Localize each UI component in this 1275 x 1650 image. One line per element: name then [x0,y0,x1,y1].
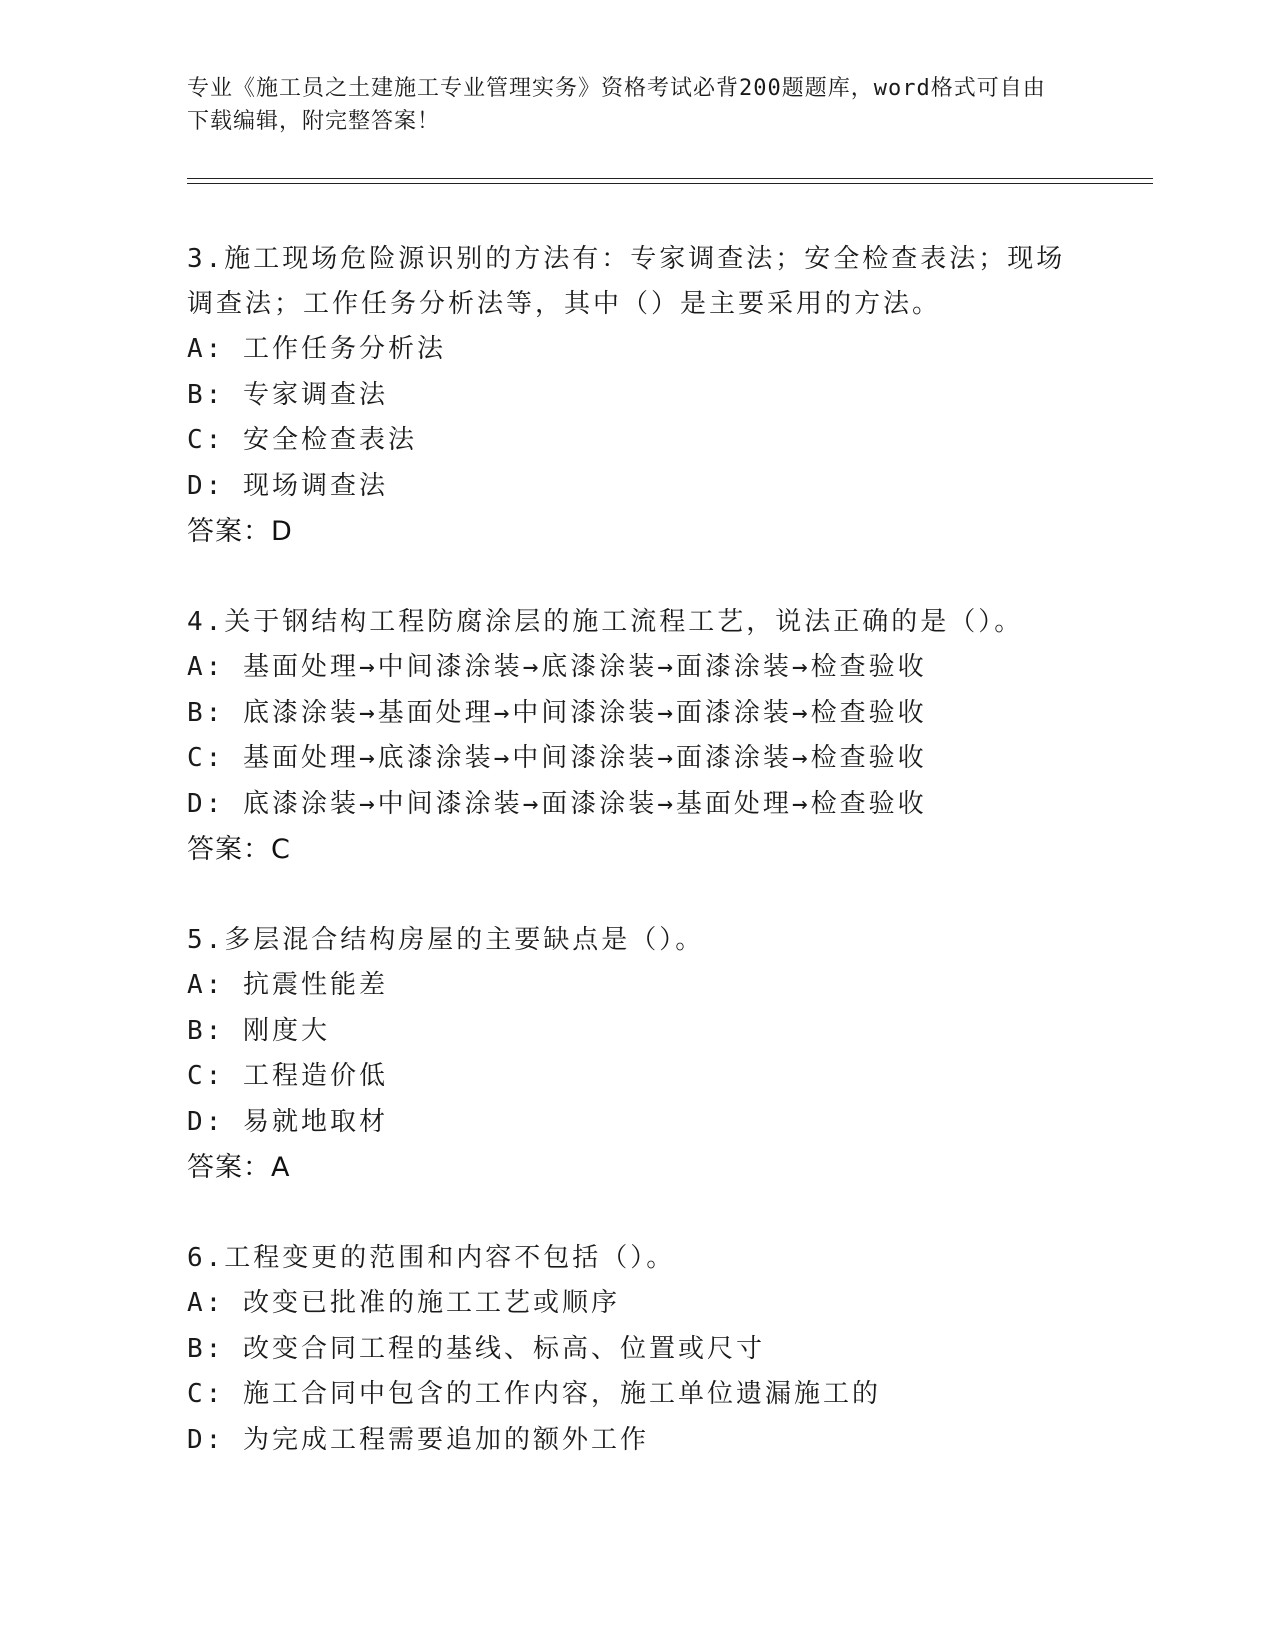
option-a: A: 抗震性能差 [187,970,388,1000]
option-b: B: 刚度大 [187,1015,330,1046]
option-b: B: 底漆涂装→基面处理→中间漆涂装→面漆涂装→检查验收 [187,697,927,728]
option-a: A: 改变已批准的施工工艺或顺序 [187,1288,620,1318]
question-4 [187,600,1087,873]
option-c: C: 施工合同中包含的工作内容，施工单位遗漏施工的 [187,1379,881,1409]
option-c: C: 基面处理→底漆涂装→中间漆涂装→面漆涂装→检查验收 [187,743,927,773]
question-5 [187,918,1087,1191]
question-6 [187,1236,1087,1463]
option-a: A: 基面处理→中间漆涂装→底漆涂装→面漆涂装→检查验收 [187,652,927,682]
option-list [187,645,1087,827]
option-b: B: 改变合同工程的基线、标高、位置或尺寸 [187,1333,765,1364]
question-list [187,237,1087,1508]
option-a: A: 工作任务分析法 [187,334,446,364]
option-d: D: 易就地取材 [187,1106,388,1137]
option-d: D: 底漆涂装→中间漆涂装→面漆涂装→基面处理→检查验收 [187,788,927,819]
document-header: 专业《施工员之土建施工专业管理实务》资格考试必背200题题库，word格式可自由下载编辑，附完整答案！ [187,76,1046,134]
question-3 [187,237,1087,555]
question-stem: 4.关于钢结构工程防腐涂层的施工流程工艺，说法正确的是（）。 [187,607,1024,637]
header-divider-bottom [187,183,1153,184]
option-list [187,1281,1087,1463]
option-d: D: 现场调查法 [187,470,388,501]
option-list [187,327,1087,509]
option-c: C: 工程造价低 [187,1061,388,1091]
answer-line: 答案：C [187,834,291,865]
header-divider-top [187,178,1153,179]
option-b: B: 专家调查法 [187,379,388,410]
answer-line: 答案：D [187,516,293,547]
answer-line: 答案：A [187,1152,291,1183]
question-stem: 3.施工现场危险源识别的方法有：专家调查法；安全检查表法；现场调查法；工作任务分析法等，其中（）是主要采用的方法。 [187,244,1066,319]
option-c: C: 安全检查表法 [187,425,417,455]
question-stem: 5.多层混合结构房屋的主要缺点是（）。 [187,925,705,955]
option-d: D: 为完成工程需要追加的额外工作 [187,1424,649,1455]
question-stem: 6.工程变更的范围和内容不包括（）。 [187,1243,676,1273]
option-list [187,963,1087,1145]
